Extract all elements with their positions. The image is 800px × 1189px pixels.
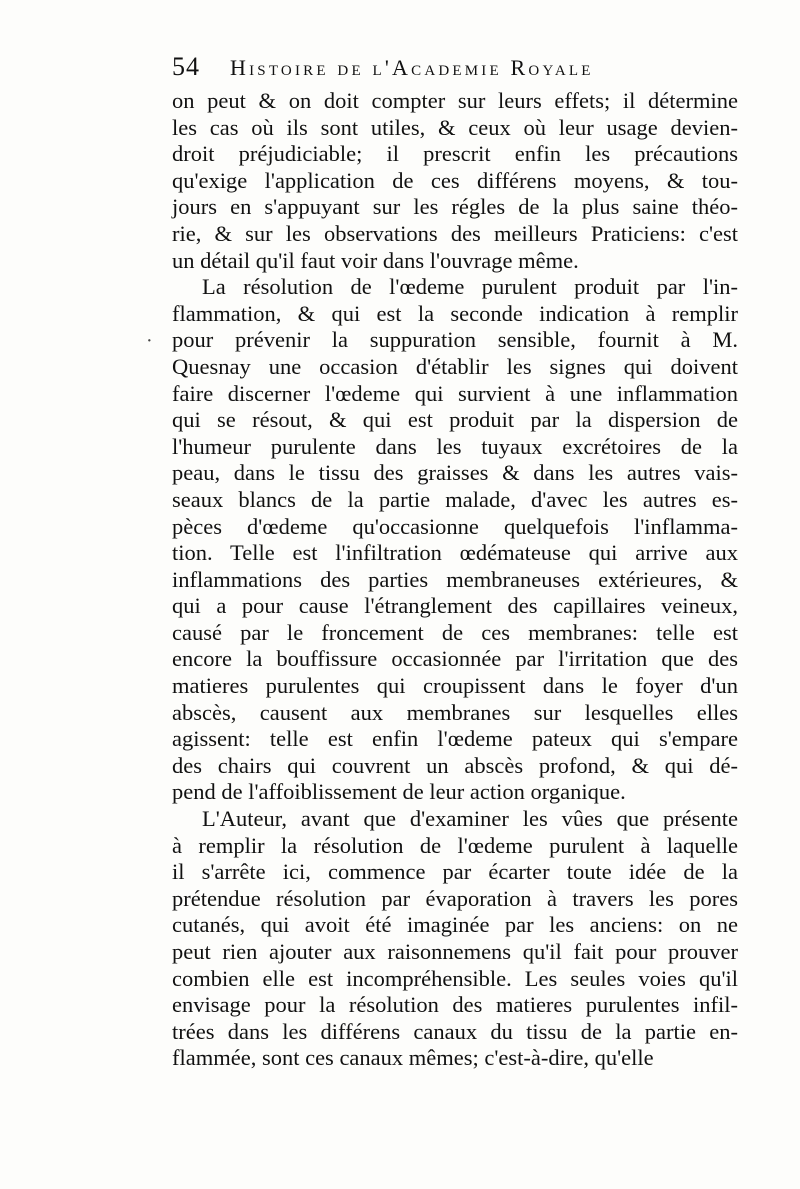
text-line: droit préjudiciable; il prescrit enfin les précautions [172,141,738,167]
text-line: cutanés, qui avoit été imaginée par les anciens: on ne [172,912,738,938]
text-line: agissent: telle est enfin l'œdeme pateux qui s'empare [172,726,738,752]
text-line: qui se résout, & qui est produit par la dispersion de [172,407,738,433]
text-line: combien elle est incompréhensible. Les seules voies qu'il [172,965,738,991]
text-line: à remplir la résolution de l'œdeme purulent à laquelle [172,832,738,858]
text-line: qui a pour cause l'étranglement des capillaires veineux, [172,593,738,619]
text-line: pend de l'affoiblissement de leur action organique. [172,779,626,805]
text-line: encore la bouffissure occasionnée par l'irritation que des [172,646,738,672]
text-line: La résolution de l'œdeme purulent produit par l'in- [202,274,738,300]
page-number: 54 [172,52,200,81]
text-line: on peut & on doit compter sur leurs effets; il détermine [172,88,738,113]
text-line: seaux blancs de la partie malade, d'avec les autres es- [172,486,738,512]
text-line: flammation, & qui est la seconde indication à remplir [172,300,738,326]
page-header [172,52,742,86]
paragraph [172,806,738,1072]
text-line: prétendue résolution par évaporation à travers les pores [172,885,738,911]
margin-dot: · [146,330,153,352]
text-line: causé par le froncement de ces membranes: telle est [172,619,738,645]
text-line: inflammations des parties membraneuses extérieures, & [172,566,738,592]
text-line: abscès, causent aux membranes sur lesquelles elles [172,699,738,725]
text-line: les cas où ils sont utiles, & ceux où leur usage devien- [172,114,738,140]
text-line: pour prévenir la suppuration sensible, fournit à M. [172,327,738,353]
text-line: Quesnay une occasion d'établir les signes qui doivent [172,353,738,379]
text-line: pèces d'œdeme qu'occasionne quelquefois l'inflamma- [172,513,738,539]
text-line: faire discerner l'œdeme qui survient à une inflammation [172,380,738,406]
text-line: peau, dans le tissu des graisses & dans les autres vais- [172,460,738,486]
text-line: peut rien ajouter aux raisonnemens qu'il fait pour prouver [172,939,738,964]
text-line: trées dans les différens canaux du tissu de la partie en- [172,1018,738,1044]
text-line: tion. Telle est l'infiltration œdémateuse qui arrive aux [172,540,738,566]
text-line: jours en s'appuyant sur les régles de la plus saine théo- [172,194,738,220]
text-line: l'humeur purulente dans les tuyaux excrétoires de la [172,433,738,459]
text-line: rie, & sur les observations des meilleurs Praticiens: c'est [172,220,738,246]
text-line: qu'exige l'application de ces différens moyens, & tou- [172,167,738,193]
paragraph [172,274,738,806]
text-line: il s'arrête ici, commence par écarter toute idée de la [172,859,738,885]
text-line: L'Auteur, avant que d'examiner les vûes que présente [202,806,738,832]
body-text [172,88,738,1072]
running-head: Histoire de l'Academie Royale [230,55,594,80]
text-line: des chairs qui couvrent un abscès profond, & qui dé- [172,752,738,778]
text-line: envisage pour la résolution des matieres purulentes infil- [172,992,738,1018]
text-line: un détail qu'il faut voir dans l'ouvrage même. [172,247,579,273]
paragraph [172,88,738,274]
text-line: matieres purulentes qui croupissent dans le foyer d'un [172,673,738,699]
text-line: flammée, sont ces canaux mêmes; c'est-à-dire, qu'elle [172,1045,654,1071]
